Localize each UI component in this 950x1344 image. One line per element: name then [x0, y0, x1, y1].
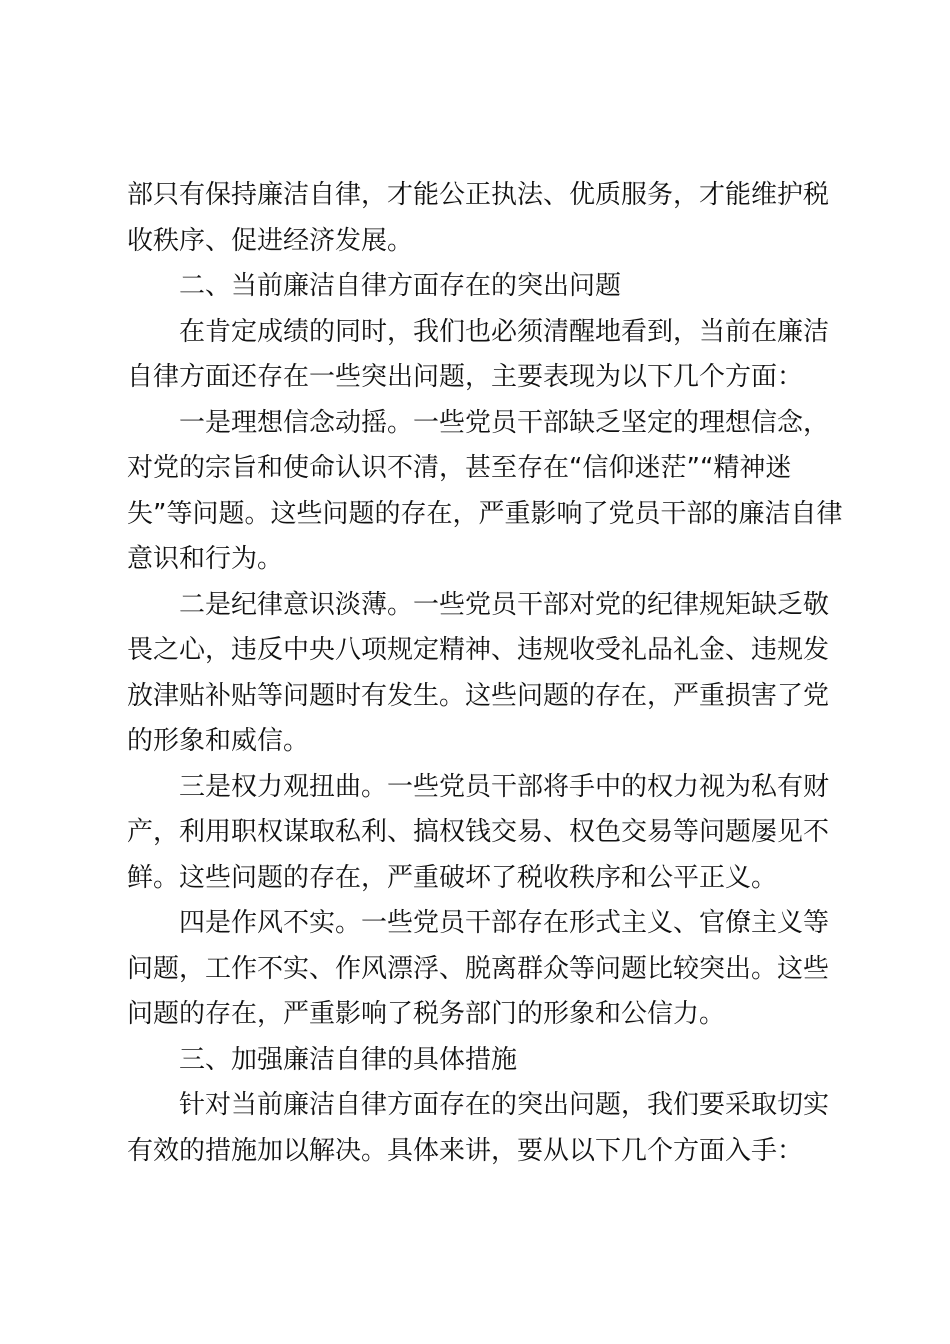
text-line: 畏之心，违反中央八项规定精神、违规收受礼品礼金、违规发 — [127, 635, 830, 665]
text-line: 放津贴补贴等问题时有发生。这些问题的存在，严重损害了党 — [127, 680, 830, 711]
body-text — [127, 173, 843, 1174]
text-line: 在肯定成绩的同时，我们也必须清醒地看到，当前在廉洁 — [179, 316, 830, 347]
text-line: 对党的宗旨和使命认识不清，甚至存在“信仰迷茫”“精神迷 — [127, 453, 792, 483]
text-line: 问题的存在，严重影响了税务部门的形象和公信力。 — [127, 999, 726, 1029]
text-line: 意识和行为。 — [127, 544, 284, 574]
text-line: 三是权力观扭曲。一些党员干部将手中的权力视为私有财 — [179, 771, 830, 802]
text-line: 鲜。这些问题的存在，严重破坏了税收秩序和公平正义。 — [127, 862, 778, 893]
text-line: 有效的措施加以解决。具体来讲，要从以下几个方面入手： — [127, 1135, 804, 1166]
text-line: 一是理想信念动摇。一些党员干部缺乏坚定的理想信念， — [179, 407, 830, 438]
text-line: 针对当前廉洁自律方面存在的突出问题，我们要采取切实 — [179, 1090, 830, 1120]
text-line: 部只有保持廉洁自律，才能公正执法、优质服务，才能维护税 — [127, 180, 830, 210]
text-line: 收秩序、促进经济发展。 — [127, 225, 414, 256]
section-heading: 二、当前廉洁自律方面存在的突出问题 — [179, 271, 622, 301]
text-line: 问题，工作不实、作风漂浮、脱离群众等问题比较突出。这些 — [127, 953, 830, 984]
text-line: 二是纪律意识淡薄。一些党员干部对党的纪律规矩缺乏敬 — [179, 589, 830, 620]
text-line: 的形象和威信。 — [127, 726, 310, 756]
text-line: 产，利用职权谋取私利、搞权钱交易、权色交易等问题屡见不 — [127, 817, 830, 847]
section-heading: 三、加强廉洁自律的具体措施 — [179, 1044, 518, 1075]
text-line: 失”等问题。这些问题的存在，严重影响了党员干部的廉洁自律 — [127, 498, 843, 529]
text-line: 自律方面还存在一些突出问题，主要表现为以下几个方面： — [127, 362, 804, 392]
text-line: 四是作风不实。一些党员干部存在形式主义、官僚主义等 — [179, 908, 830, 938]
